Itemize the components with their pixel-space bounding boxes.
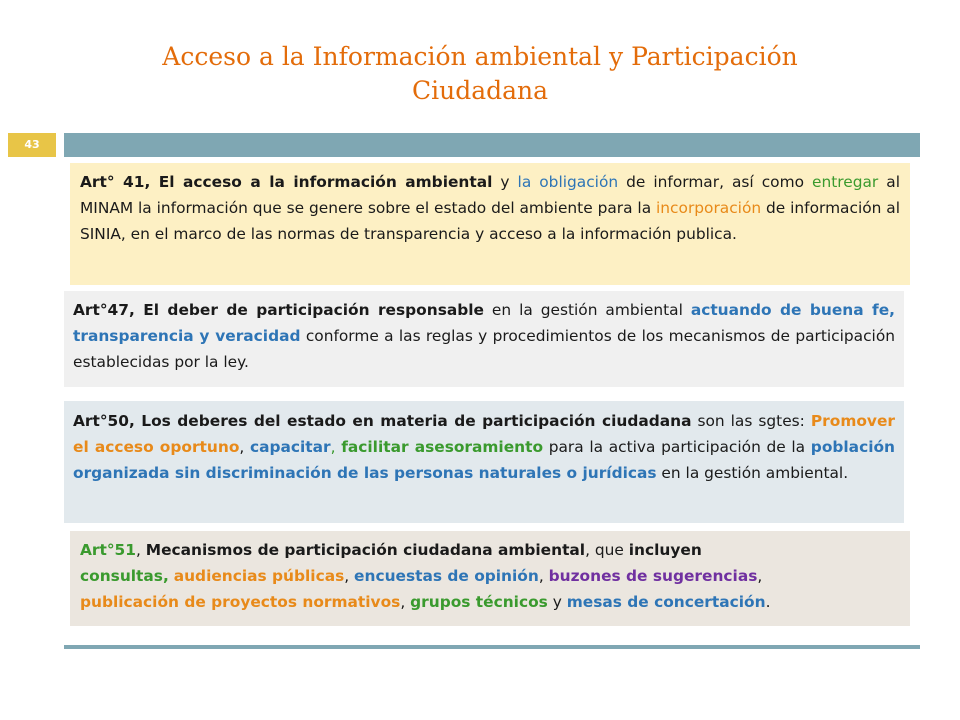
box1-text-segment: Art° 41, El acceso a la información ambiental: [80, 173, 493, 191]
box3-text-segment: población organizada sin discriminación de las personas naturales o jurídicas: [73, 438, 895, 482]
box2-text-segment: Art°47, El deber de participación responsable: [73, 301, 484, 319]
box4-text-segment: incluyen: [628, 541, 702, 559]
box4-text-segment: ,: [344, 567, 355, 585]
page-title-line2: Ciudadana: [411, 76, 549, 105]
article-47-box: [64, 291, 904, 387]
box4-text-segment: y: [547, 593, 567, 611]
box2-text-segment: actuando de buena fe, transparencia y veracidad: [73, 301, 895, 345]
box1-text-segment: al MINAM la información que se genere sobre el estado del ambiente para la: [80, 173, 900, 217]
box2-text-segment: conforme a las reglas y procedimientos de los mecanismos de participación establecidas por la ley.: [73, 327, 896, 371]
box4-text-segment: grupos técnicos: [410, 593, 548, 611]
box4-text-segment: consultas,: [80, 567, 169, 585]
box3-text-segment: en la gestión ambiental.: [656, 464, 849, 482]
page-title-line1: Acceso a la Información ambiental y Participación: [162, 42, 798, 71]
bottom-rule: [64, 645, 920, 649]
article-50-box: [64, 401, 904, 523]
box3-text-segment: Promover el acceso oportuno: [73, 412, 895, 456]
box1-text-segment: la obligación: [517, 173, 619, 191]
box4-text-segment: ,: [538, 567, 549, 585]
box4-text-segment: buzones de sugerencias: [548, 567, 758, 585]
box1-text-segment: de información al SINIA, en el marco de las normas de transparencia y acceso a la información publica.: [80, 199, 901, 243]
box4-text-segment: , que: [585, 541, 629, 559]
box4-text-segment: mesas de concertación: [566, 593, 766, 611]
box3-text-segment: facilitar asesoramiento: [341, 438, 544, 456]
box4-text-segment: Art°51: [80, 541, 136, 559]
page-title: [80, 40, 880, 108]
box4-text-segment: audiencias públicas: [173, 567, 345, 585]
box1-text-segment: entregar: [812, 173, 879, 191]
article-51-box: [70, 531, 910, 626]
box3-text-segment: Art°50, Los deberes del estado en materia de participación ciudadana: [73, 412, 692, 430]
box4-text-segment: ,: [135, 541, 146, 559]
box4-text-segment: encuestas de opinión: [354, 567, 539, 585]
box3-text-segment: ,: [239, 438, 250, 456]
box4-text-segment: ,: [400, 593, 411, 611]
box1-text-segment: incorporación: [656, 199, 762, 217]
slide-number: 43: [8, 133, 56, 157]
box3-text-segment: son las sgtes:: [691, 412, 811, 430]
box3-text-segment: para la activa participación de la: [543, 438, 811, 456]
box3-text-segment: capacitar: [249, 438, 331, 456]
box4-text-segment: .: [765, 593, 771, 611]
header-bar: [64, 133, 920, 157]
box3-text-segment: ,: [330, 438, 342, 456]
box4-text-segment: Mecanismos de participación ciudadana ambiental: [145, 541, 586, 559]
box1-text-segment: y: [492, 173, 518, 191]
box4-text-segment: publicación de proyectos normativos: [80, 593, 401, 611]
article-41-box: [70, 163, 910, 285]
box1-text-segment: de informar, así como: [618, 173, 813, 191]
box4-text-segment: ,: [757, 567, 763, 585]
box2-text-segment: en la gestión ambiental: [483, 301, 691, 319]
